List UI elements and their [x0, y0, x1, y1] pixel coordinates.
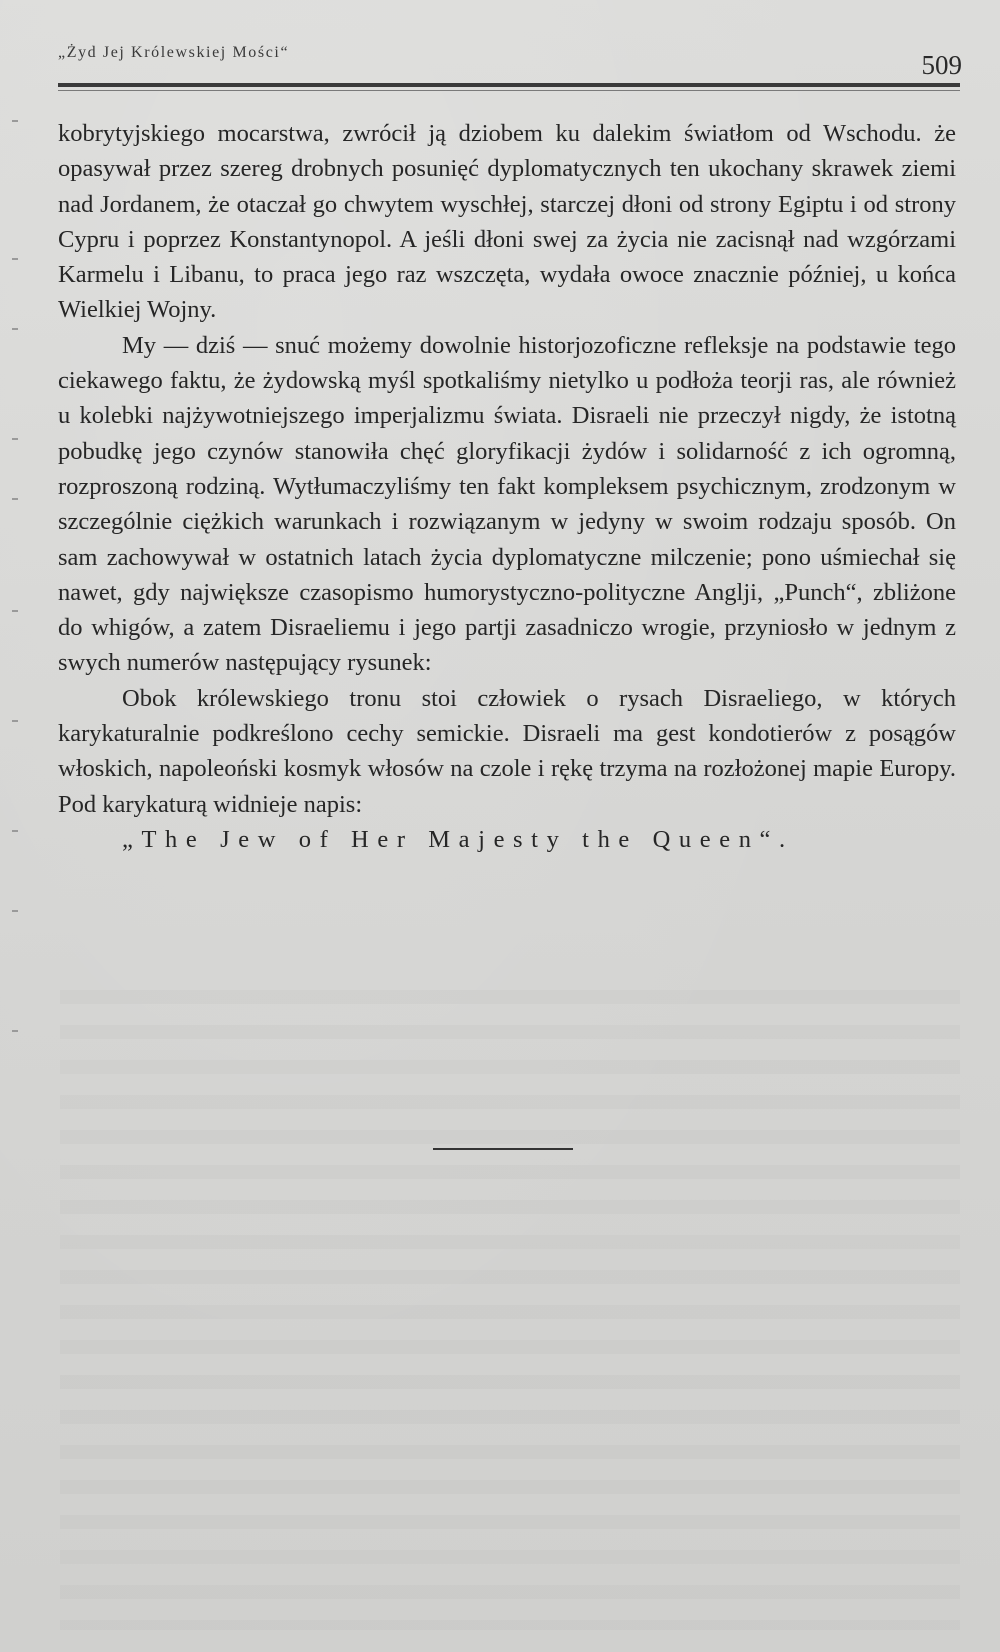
- caricature-caption: „The Jew of Her Majesty the Queen“.: [122, 825, 794, 853]
- section-end-rule: [433, 1148, 573, 1150]
- paragraph: Obok królewskiego tronu stoi człowiek o rysach Disraeliego, w których karykaturalnie podkreślono cechy semickie. Disraeli ma gest kondotierów z posągów włoskich, napoleoński kosmyk włosów na czole i rękę trzyma na rozłożonej mapie Europy. Pod karykaturą widnieje napis:: [58, 684, 956, 818]
- header-rule: [58, 83, 960, 87]
- page-number: 509: [921, 50, 962, 80]
- body-text: [58, 116, 956, 857]
- show-through-texture: [60, 990, 960, 1630]
- header-rule-thin: [58, 90, 960, 91]
- running-head-title: „Żyd Jej Królewskiej Mości“: [58, 44, 290, 61]
- paragraph: My — dziś — snuć możemy dowolnie historjozoficzne refleksje na podstawie tego ciekawego faktu, że żydowską myśl spotkaliśmy nietylko u podłoża teorji ras, ale również u kolebki najżywotniejszego imperjalizmu świata. Disraeli nie przeczył nigdy, że istotną pobudkę jego czynów stanowiła chęć gloryfikacji żydów i solidarność z ich ogromną, rozproszoną rodziną. Wytłumaczyliśmy ten fakt kompleksem psychicznym, zrodzonym w szczególnie ciężkich warunkach i rozwiązanym w jedyny w swoim rodzaju sposób. On sam zachowywał w ostatnich latach życia dyplomatyczne milczenie; pono uśmiechał się nawet, gdy największe czasopismo humorystyczno-polityczne Anglji, „Punch“, zbliżone do whigów, a zatem Disraeliemu i jego partji zasadniczo wrogie, przyniosło w jednym z swych numerów następujący rysunek:: [58, 331, 956, 677]
- paragraph: kobrytyjskiego mocarstwa, zwrócił ją dziobem ku dalekim światłom od Wschodu. że opasywał przez szereg drobnych posunięć dyplomatycznych ten ukochany skrawek ziemi nad Jordanem, że otaczał go chwytem wyschłej, starczej dłoni od strony Egiptu i od strony Cypru i poprzez Konstantynopol. A jeśli dłoni swej za życia nie zacisnął nad wzgórzami Karmelu i Libanu, to praca jego raz wszczęta, wydała owoce znacznie później, u końca Wielkiej Wojny.: [58, 120, 956, 324]
- margin-marks: [12, 110, 26, 1060]
